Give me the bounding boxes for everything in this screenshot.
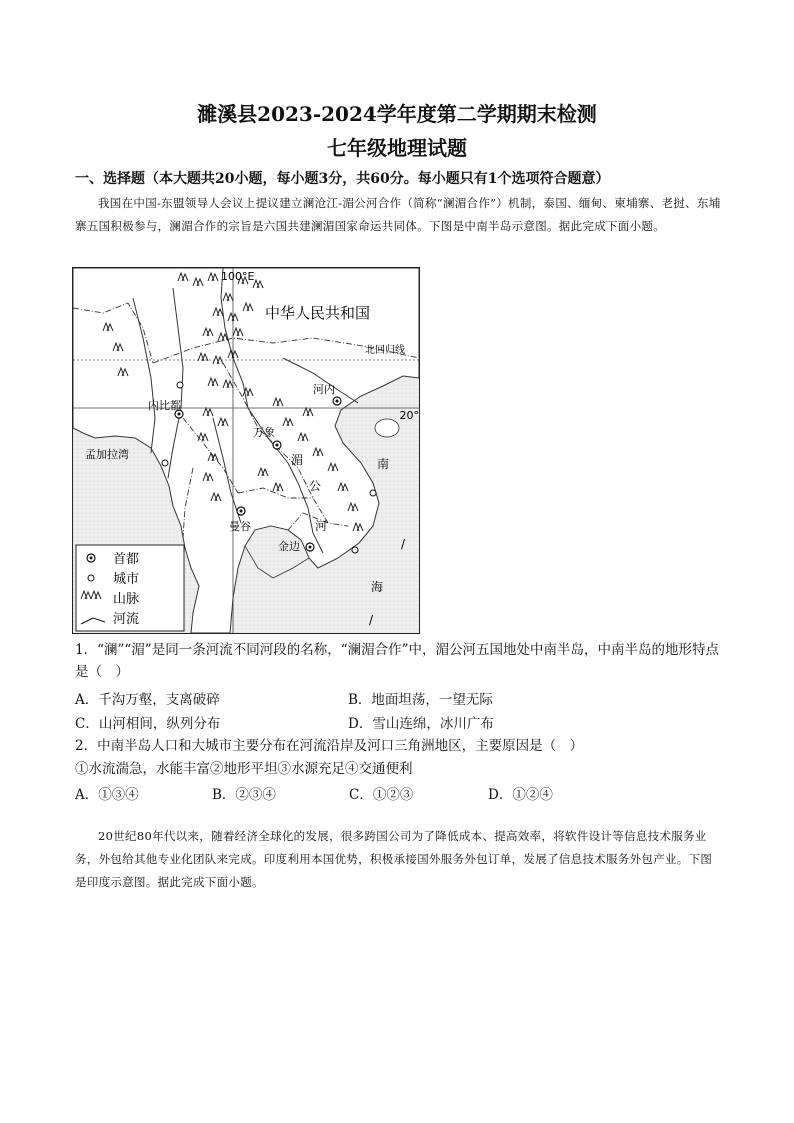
vientiane-label: 万象 [253,426,275,439]
exam-subtitle: 七年级地理试题 [327,136,467,160]
hanoi-label: 河内 [313,383,335,396]
phnompenh-label: 金边 [278,540,300,553]
question-2-option-b[interactable]: B．②③④ [212,787,276,803]
sea-char-1: 南 [377,457,390,471]
intro-paragraph-2: 20世纪80年代以来，随着经济全球化的发展，很多跨国公司为了降低成本、提高效率，将软件设计等信息技术服务业务，外包给其他专业化团队来完成。印度利用本国优势，积极承接国外服务外包订单，发展了信息技术服务外包产业。下图是印度示意图。据此完成下面小题。 [75,829,713,889]
map-svg [73,268,419,633]
legend-city: 城市 [113,572,140,587]
naypyidaw-label: 内比都 [148,399,181,412]
question-1-option-b[interactable]: B．地面坦荡，一望无际 [348,692,493,708]
longitude-label: 100°E [221,270,255,283]
latitude-label: 20° [399,409,419,422]
city-marker [352,547,358,553]
river-char-1: 湄 [291,453,304,467]
question-2-option-a[interactable]: A．①③④ [75,787,139,803]
bay-label: 孟加拉湾 [85,448,129,461]
question-2-option-d[interactable]: D．①②④ [488,787,553,803]
tropic-label: 北回归线 [365,345,405,356]
indochina-map [72,267,420,634]
map-legend [76,545,184,631]
exam-title: 濉溪县2023-2024学年度第二学期期末检测 [197,102,597,126]
sea-char-2: 海 [371,580,384,594]
bangkok-label: 曼谷 [229,520,251,533]
question-1-option-d[interactable]: D．雪山连绵，冰川广布 [348,716,494,732]
legend-mountain: 山脉 [113,592,140,607]
question-2-statements: ①水流湍急，水能丰富②地形平坦③水源充足④交通便利 [75,761,413,777]
intro-paragraph-1: 我国在中国-东盟领导人会议上提议建立澜沧江-湄公河合作（简称“澜湄合作”）机制，泰国、缅甸、柬埔寨、老挝、东埔寨五国积极参与，澜湄合作的宗旨是六国共建澜湄国家命运共同体。下图是中南半岛示意图。据此完成下面小题。 [75,196,721,233]
question-1-option-a[interactable]: A．千沟万壑，支离破碎 [75,692,220,708]
question-1-option-c[interactable]: C．山河相间，纵列分布 [75,716,221,732]
city-marker [162,460,168,466]
island-mark: / [401,537,406,551]
legend-capital: 首都 [113,552,140,567]
river-char-2: 公 [309,479,322,493]
question-2-stem: 2．中南半岛人口和大城市主要分布在河流沿岸及河口三角洲地区，主要原因是（ ） [75,738,584,754]
legend-river: 河流 [113,612,140,627]
section-heading: 一、选择题（本大题共20小题，每小题3分，共60分。每小题只有1个选项符合题意） [75,171,610,187]
city-marker [177,382,183,388]
island-mark: / [369,613,374,627]
river-char-3: 河 [315,519,328,533]
hainan-island [375,419,399,437]
country-label: 中华人民共和国 [265,304,371,322]
question-1-stem: 1．“澜”“湄”是同一条河流不同河段的名称，“澜湄合作”中，湄公河五国地处中南半岛，中南半岛的地形特点是（ ） [75,642,719,680]
city-marker [370,490,376,496]
question-2-option-c[interactable]: C．①②③ [349,787,414,803]
